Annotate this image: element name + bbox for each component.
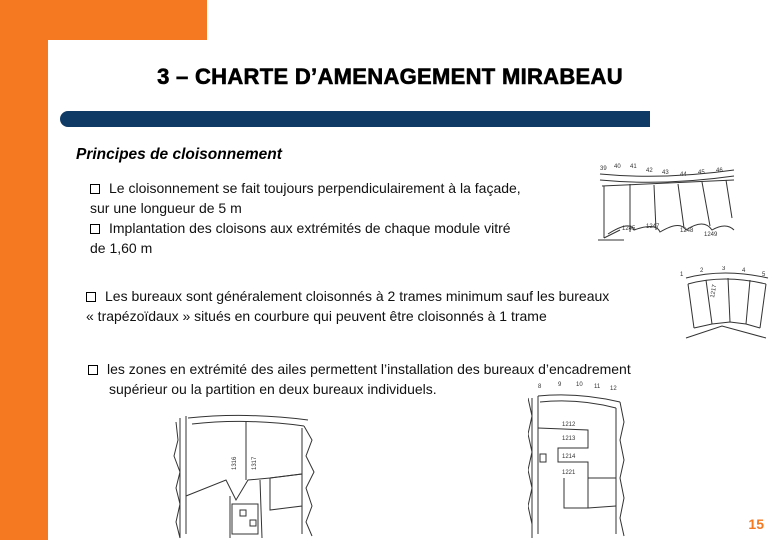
floor-plan-wing-end-left [166, 410, 330, 540]
title-rule [60, 111, 650, 127]
svg-text:11: 11 [594, 384, 601, 390]
svg-text:43: 43 [662, 170, 669, 176]
svg-text:8: 8 [538, 384, 542, 390]
paragraph-3-line-1: les zones en extrémité des ailes permettent l’installation des bureaux d’encadrement [107, 361, 631, 377]
paragraph-1-line-1: Le cloisonnement se fait toujours perpendiculairement à la façade, [109, 180, 521, 196]
svg-text:12: 12 [610, 386, 617, 392]
svg-text:46: 46 [716, 168, 723, 174]
floor-plan-wing-end-right [528, 378, 628, 540]
paragraph-3-line-2: supérieur ou la partition en deux bureaux individuels. [109, 381, 437, 397]
svg-text:5: 5 [762, 272, 766, 278]
svg-text:1221: 1221 [562, 470, 576, 476]
svg-text:10: 10 [576, 382, 583, 388]
svg-text:1213: 1213 [562, 436, 576, 442]
svg-text:1248: 1248 [680, 228, 694, 234]
svg-text:1249: 1249 [704, 232, 718, 238]
paragraph-1 [90, 178, 590, 258]
svg-text:2: 2 [700, 268, 704, 274]
floor-plan-facade-partitions [594, 160, 740, 246]
svg-text:41: 41 [630, 164, 637, 170]
svg-text:1317: 1317 [252, 456, 258, 470]
floor-plan-trapezoidal-offices [676, 266, 774, 346]
paragraph-1-line-2: sur une longueur de 5 m [90, 200, 242, 216]
svg-text:4: 4 [742, 268, 746, 274]
svg-text:1245: 1245 [622, 226, 636, 232]
svg-text:42: 42 [646, 168, 653, 174]
paragraph-2-line-1: Les bureaux sont généralement cloisonnés à 2 trames minimum sauf les bureaux [105, 288, 610, 304]
paragraph-2-line-2: « trapézoïdaux » situés en courbure qui peuvent être cloisonnés à 1 trame [86, 308, 547, 324]
paragraph-1-line-3: Implantation des cloisons aux extrémités de chaque module vitré [109, 220, 511, 236]
svg-text:1214: 1214 [562, 454, 576, 460]
square-bullet-icon [88, 365, 98, 375]
square-bullet-icon [90, 224, 100, 234]
svg-text:40: 40 [614, 164, 621, 170]
svg-text:1217: 1217 [710, 284, 719, 299]
slide-title: 3 – CHARTE D’AMENAGEMENT MIRABEAU [157, 64, 623, 89]
svg-text:39: 39 [600, 166, 607, 172]
svg-text:3: 3 [722, 266, 726, 272]
svg-text:45: 45 [698, 170, 705, 176]
svg-text:1212: 1212 [562, 422, 576, 428]
paragraph-1-line-4: de 1,60 m [90, 240, 153, 256]
svg-text:1: 1 [680, 272, 684, 278]
svg-text:44: 44 [680, 172, 687, 178]
paragraph-2 [86, 286, 696, 326]
square-bullet-icon [90, 184, 100, 194]
paragraph-3 [88, 359, 728, 399]
svg-text:1247: 1247 [646, 224, 660, 230]
svg-text:1316: 1316 [232, 456, 238, 470]
square-bullet-icon [86, 292, 96, 302]
page-number: 15 [748, 516, 764, 532]
section-subtitle: Principes de cloisonnement [76, 146, 282, 163]
orange-top-band [0, 0, 207, 40]
svg-text:9: 9 [558, 382, 562, 388]
